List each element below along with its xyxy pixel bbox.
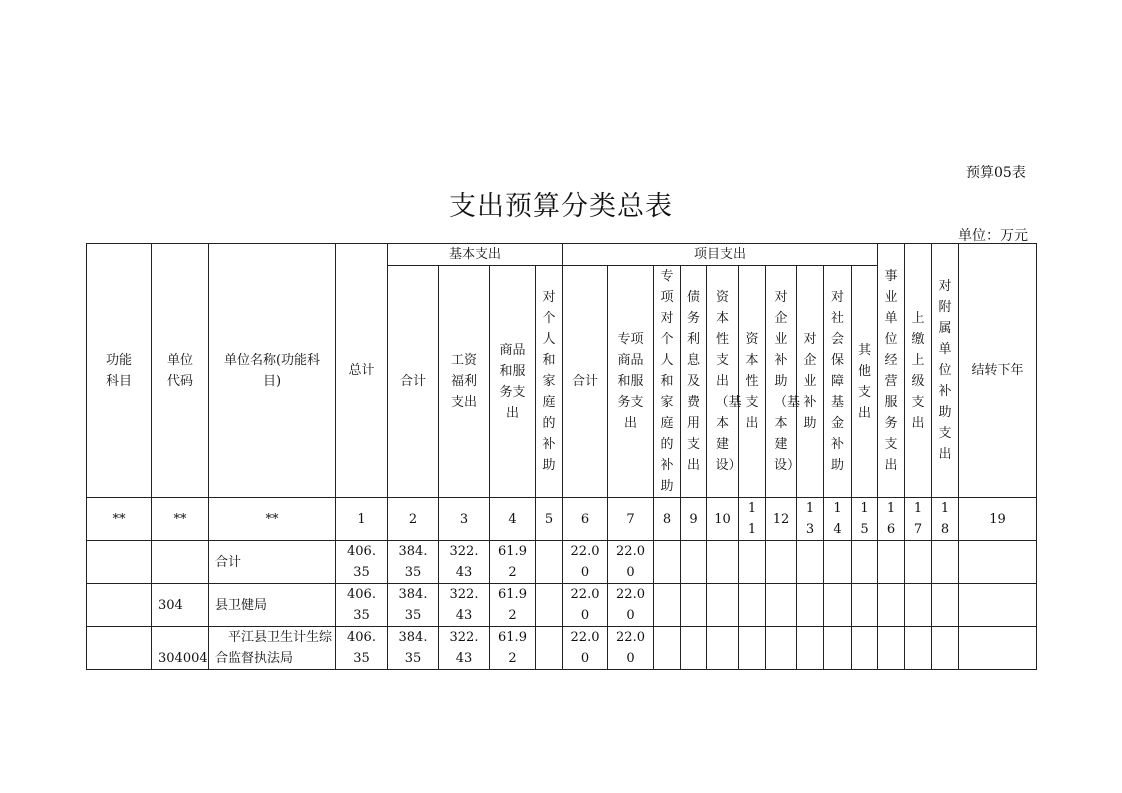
form-code: 预算05表 — [966, 165, 1026, 181]
hdr-superior: 上缴上级支出 — [905, 244, 932, 498]
index-cell: 1 — [336, 498, 388, 541]
index-row — [87, 498, 1037, 541]
index-cell: 12 — [766, 498, 797, 541]
func-subject-cell — [87, 541, 152, 584]
unit-name-cell: 县卫健局 — [209, 584, 336, 627]
index-cell: ** — [87, 498, 152, 541]
expenditure-table — [86, 243, 1037, 670]
index-cell: 5 — [536, 498, 563, 541]
hdr-capital-infra: 资本性支出（基本建设） — [707, 266, 739, 498]
proj-goods-cell: 22.00 — [608, 584, 654, 627]
hdr-func-subject: 功能科目 — [87, 244, 152, 498]
hdr-unit-code: 单位代码 — [152, 244, 209, 498]
hdr-carryover: 结转下年 — [959, 244, 1037, 498]
unit-code-cell — [152, 541, 209, 584]
hdr-social: 对社会保障基金补助 — [824, 266, 852, 498]
proj-total-cell: 22.00 — [563, 627, 608, 670]
goods-cell: 61.92 — [490, 627, 536, 670]
proj-goods-cell: 22.00 — [608, 541, 654, 584]
hdr-proj-total: 合计 — [563, 266, 608, 498]
unit-code-cell: 304004 — [152, 627, 209, 670]
index-cell: 19 — [959, 498, 1037, 541]
table-row — [87, 627, 1037, 670]
index-cell: 4 — [490, 498, 536, 541]
hdr-wage: 工资福利支出 — [439, 266, 490, 498]
hdr-ent-subsidy-infra: 对企业补助（基本建设） — [766, 266, 797, 498]
hdr-personal: 对个人和家庭的补助 — [536, 266, 563, 498]
table-row — [87, 584, 1037, 627]
hdr-business: 事业单位经营服务支出 — [878, 244, 905, 498]
hdr-other: 其他支出 — [852, 266, 878, 498]
hdr-unit-name: 单位名称(功能科目) — [209, 244, 336, 498]
basic-total-cell: 384.35 — [388, 541, 439, 584]
hdr-total: 总计 — [336, 244, 388, 498]
wage-cell: 322.43 — [439, 627, 490, 670]
total-cell: 406.35 — [336, 627, 388, 670]
wage-cell: 322.43 — [439, 584, 490, 627]
proj-total-cell: 22.00 — [563, 584, 608, 627]
index-cell: 18 — [932, 498, 959, 541]
hdr-proj-goods: 专项商品和服务支出 — [608, 266, 654, 498]
table-row — [87, 541, 1037, 584]
index-cell: 10 — [707, 498, 739, 541]
hdr-basic: 基本支出 — [388, 244, 563, 266]
index-cell: 2 — [388, 498, 439, 541]
index-cell: 13 — [797, 498, 824, 541]
basic-total-cell: 384.35 — [388, 584, 439, 627]
hdr-project: 项目支出 — [563, 244, 878, 266]
proj-total-cell: 22.00 — [563, 541, 608, 584]
unit-label: 单位：万元 — [958, 228, 1028, 244]
hdr-capital: 资本性支出 — [739, 266, 766, 498]
func-subject-cell — [87, 584, 152, 627]
unit-name-cell: 平江县卫生计生综合监督执法局 — [209, 627, 336, 670]
index-cell: 6 — [563, 498, 608, 541]
hdr-affiliated: 对附属单位补助支出 — [932, 244, 959, 498]
basic-total-cell: 384.35 — [388, 627, 439, 670]
index-cell: 14 — [824, 498, 852, 541]
goods-cell: 61.92 — [490, 541, 536, 584]
index-cell: ** — [152, 498, 209, 541]
hdr-debt: 债务利息及费用支出 — [681, 266, 707, 498]
hdr-goods: 商品和服务支出 — [490, 266, 536, 498]
index-cell: 8 — [654, 498, 681, 541]
index-cell: 11 — [739, 498, 766, 541]
func-subject-cell — [87, 627, 152, 670]
unit-name-cell: 合计 — [209, 541, 336, 584]
proj-goods-cell: 22.00 — [608, 627, 654, 670]
index-cell: 9 — [681, 498, 707, 541]
index-cell: 3 — [439, 498, 490, 541]
hdr-ent-subsidy: 对企业补助 — [797, 266, 824, 498]
index-cell: 7 — [608, 498, 654, 541]
index-cell: 17 — [905, 498, 932, 541]
total-cell: 406.35 — [336, 541, 388, 584]
index-cell: 16 — [878, 498, 905, 541]
goods-cell: 61.92 — [490, 584, 536, 627]
wage-cell: 322.43 — [439, 541, 490, 584]
hdr-proj-personal: 专项对个人和家庭的补助 — [654, 266, 681, 498]
index-cell: 15 — [852, 498, 878, 541]
page-title: 支出预算分类总表 — [449, 191, 673, 222]
total-cell: 406.35 — [336, 584, 388, 627]
unit-code-cell: 304 — [152, 584, 209, 627]
hdr-basic-total: 合计 — [388, 266, 439, 498]
index-cell: ** — [209, 498, 336, 541]
